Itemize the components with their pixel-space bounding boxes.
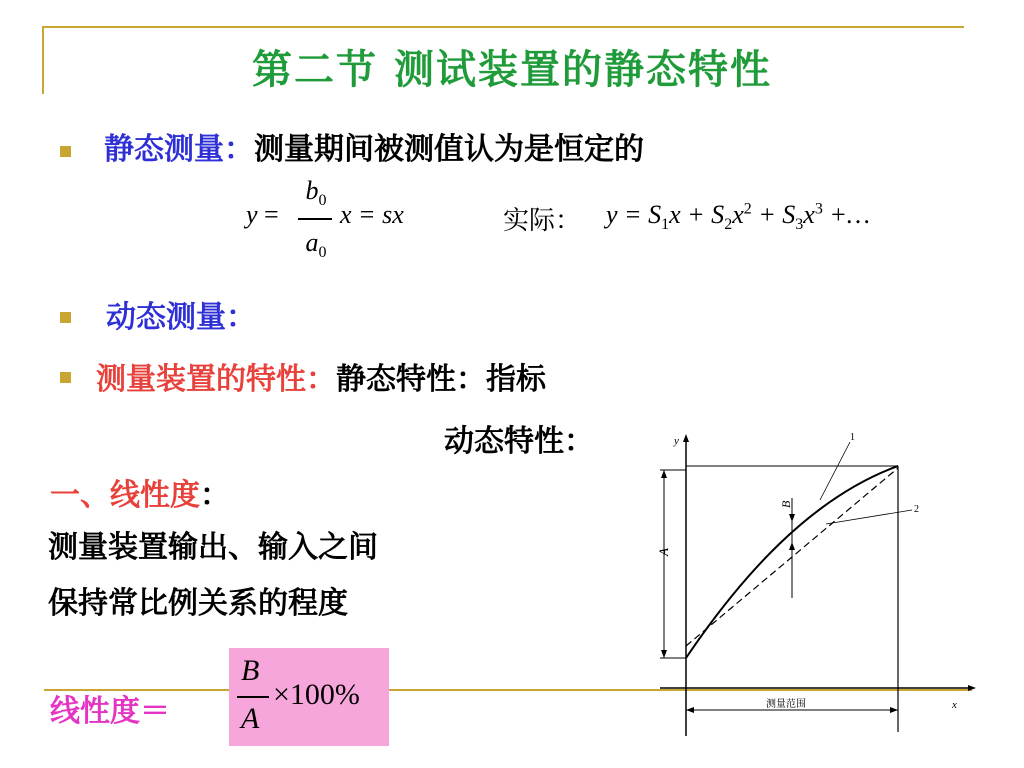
linearity-heading xyxy=(50,470,230,514)
formula-numerator: B xyxy=(241,654,260,687)
eq2-sub-3: 3 xyxy=(795,216,804,234)
eq2-sub-1: 1 xyxy=(661,216,670,234)
a-arrow-top xyxy=(661,470,667,478)
linearity-diagram xyxy=(650,428,980,748)
eq1-numerator xyxy=(305,176,327,210)
eq2-part-f: +… xyxy=(822,200,870,229)
eq2-part-c: x xyxy=(732,200,744,229)
eq2-part-e: x xyxy=(803,200,815,229)
x-axis-arrow xyxy=(968,685,976,691)
device-characteristics-label: 测量装置的特性： xyxy=(96,362,336,397)
eq1-num-sub: 0 xyxy=(318,192,327,210)
eq2-pow-3: 3 xyxy=(814,200,823,218)
eq1-y: y xyxy=(246,200,258,229)
bullet-marker xyxy=(60,146,71,157)
eq2-part-b: x + S xyxy=(669,200,725,229)
formula-fraction-bar xyxy=(237,696,269,698)
x-axis-label: x xyxy=(952,699,957,711)
eq1-den-sub: 0 xyxy=(318,244,327,262)
static-measurement-line xyxy=(104,124,644,168)
bullet-marker xyxy=(60,372,71,383)
eq1-num-var: b xyxy=(305,176,319,205)
eq1-equals: = xyxy=(264,200,279,229)
frame-top-line xyxy=(42,26,964,28)
linearity-formula-label: 线性度＝ xyxy=(50,694,170,729)
a-label: A xyxy=(656,548,671,556)
equation-ideal-fraction xyxy=(296,176,336,210)
eq2-part-a: y = S xyxy=(606,200,662,229)
linearity-formula-box xyxy=(229,648,389,746)
formula-denominator: A xyxy=(241,702,260,735)
y-axis-label: y xyxy=(674,435,679,447)
dynamic-characteristics: 动态特性： xyxy=(444,424,594,459)
range-arrow-left xyxy=(686,707,694,713)
b-arrow-bottom xyxy=(789,542,795,550)
a-arrow-bottom xyxy=(661,650,667,658)
b-arrow-top xyxy=(789,514,795,522)
eq2-part-d: + S xyxy=(751,200,796,229)
range-arrow-right xyxy=(890,707,898,713)
linearity-heading-colon: ： xyxy=(200,478,230,513)
slide-title: 第二节 测试装置的静态特性 xyxy=(252,46,772,93)
y-axis-arrow xyxy=(683,434,689,442)
eq2-sub-2: 2 xyxy=(724,216,733,234)
equation-ideal-denominator xyxy=(296,228,336,262)
static-measurement-desc: 测量期间被测值认为是恒定的 xyxy=(254,132,644,167)
actual-label: 实际： xyxy=(503,206,582,235)
linearity-heading-text: 一、线性度 xyxy=(50,478,200,513)
equation-ideal-lhs xyxy=(246,200,279,230)
eq2-pow-2: 2 xyxy=(743,200,752,218)
eq1-denominator xyxy=(305,228,327,262)
linearity-desc-line2: 保持常比例关系的程度 xyxy=(48,586,348,621)
curve2-label: 2 xyxy=(914,504,919,515)
dynamic-measurement-label: 动态测量： xyxy=(106,300,256,335)
device-characteristics-line xyxy=(96,354,546,398)
b-label: B xyxy=(779,500,793,508)
linearity-desc-line1: 测量装置输出、输入之间 xyxy=(48,530,378,565)
static-measurement-label: 静态测量： xyxy=(104,132,254,167)
range-label: 测量范围 xyxy=(766,699,806,710)
equation-actual xyxy=(606,200,870,234)
eq1-fraction-bar xyxy=(298,218,332,220)
eq1-den-var: a xyxy=(305,228,319,257)
static-characteristics: 静态特性：指标 xyxy=(336,362,546,397)
equation-ideal-rest: x = sx xyxy=(340,200,404,229)
formula-tail: ×100% xyxy=(273,678,360,711)
bullet-marker xyxy=(60,312,71,323)
curve1-label: 1 xyxy=(850,432,855,443)
